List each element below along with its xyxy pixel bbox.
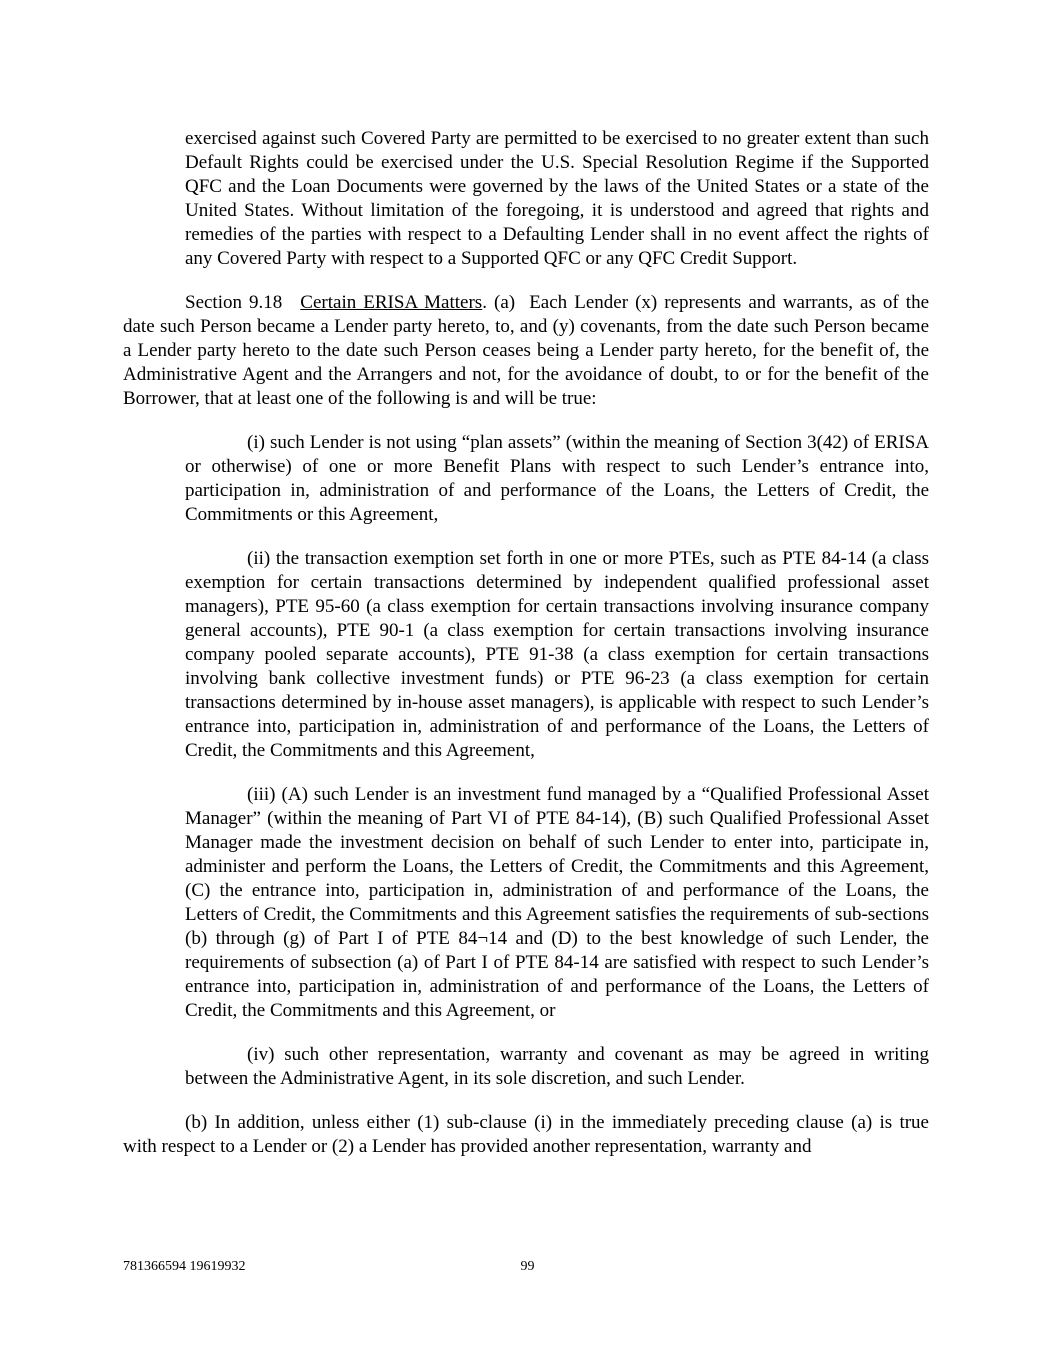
text-segment: (b) In addition, unless either (1) sub-clause (i) in the immediately preceding clause (a) is true with respect to a Lender or (2) a Lender has provided another representation, warranty and — [123, 1112, 929, 1157]
clause-iii-paragraph — [185, 783, 929, 1023]
text-segment: (i) such Lender is not using “plan assets” (within the meaning of Section 3(42) of ERISA or otherwise) of one or more Benefit Plans with respect to such Lender’s entrance into, participation in, administration of and performance of the Loans, the Letters of Credit, the Commitments or this Agreement, — [185, 432, 929, 525]
text-segment: (iv) such other representation, warranty and covenant as may be agreed in writing between the Administrative Agent, in its sole discretion, and such Lender. — [185, 1044, 929, 1089]
text-segment: (iii) (A) such Lender is an investment fund managed by a “Qualified Professional Asset Manager” (within the meaning of Part VI of PTE 84-14), (B) such Qualified Professional Asset Manager made the investment decision on behalf of such Lender to enter into, participate in, administer and perform the Loans, the Letters of Credit, the Commitments and this Agreement, (C) the entrance into, participation in, administration of and performance of the Loans, the Letters of Credit, the Commitments and this Agreement satisfies the requirements of sub-sections (b) through (g) of Part I of PTE 84¬14 and (D) to the best knowledge of such Lender, the requirements of subsection (a) of Part I of PTE 84-14 are satisfied with respect to such Lender’s entrance into, participation in, administration of and performance of the Loans, the Letters of Credit, the Commitments and this Agreement, or — [185, 784, 929, 1021]
continuation-paragraph — [185, 127, 929, 271]
text-segment: . (a) Each Lender (x) represents and warrants, as of the date such Person became a Lender party hereto, to, and (y) covenants, from the date such Person became a Lender party hereto to the date such Person ceases being a Lender party hereto, for the benefit of, the Administrative Agent and the Arrangers and not, for the avoidance of doubt, to or for the benefit of the Borrower, that at least one of the following is and will be true: — [123, 292, 930, 409]
clause-b-paragraph — [123, 1111, 929, 1159]
section-heading-underlined: Certain ERISA Matters — [300, 292, 483, 313]
section-9-18-paragraph — [123, 291, 929, 411]
text-segment: (ii) the transaction exemption set forth in one or more PTEs, such as PTE 84-14 (a class exemption for certain transactions determined by independent qualified professional asset managers), PTE 95-60 (a class exemption for certain transactions involving insurance company general accounts), PTE 90-1 (a class exemption for certain transactions involving insurance company pooled separate accounts), PTE 91-38 (a class exemption for certain transactions involving bank collective investment funds) or PTE 96-23 (a class exemption for certain transactions determined by in-house asset managers), is applicable with respect to such Lender’s entrance into, participation in, administration of and performance of the Loans, the Letters of Credit, the Commitments and this Agreement, — [185, 548, 929, 761]
clause-iv-paragraph — [185, 1043, 929, 1091]
text-segment: Section 9.18 — [185, 292, 283, 313]
page-number: 99 — [520, 1259, 535, 1274]
text-segment: exercised against such Covered Party are permitted to be exercised to no greater extent than such Default Rights could be exercised under the U.S. Special Resolution Regime if the Supported QFC and the Loan Documents were governed by the laws of the United States or a state of the United States. Without limitation of the foregoing, it is understood and agreed that rights and remedies of the parties with respect to a Defaulting Lender shall in no event affect the rights of any Covered Party with respect to a Supported QFC or any QFC Credit Support. — [185, 128, 929, 269]
footer-document-id: 781366594 19619932 — [123, 1259, 246, 1274]
clause-ii-paragraph — [185, 547, 929, 763]
document-body — [123, 127, 929, 1179]
clause-i-paragraph — [185, 431, 929, 527]
